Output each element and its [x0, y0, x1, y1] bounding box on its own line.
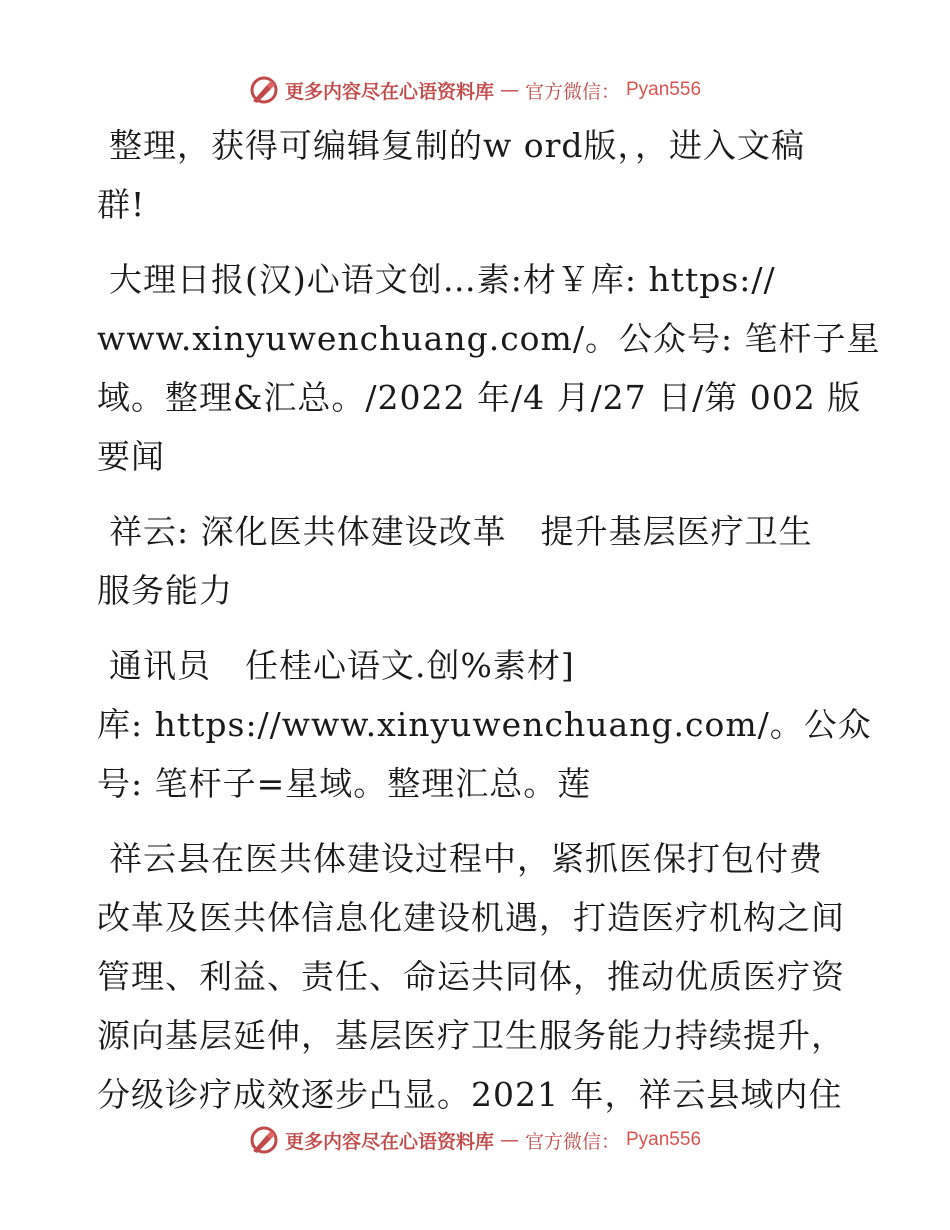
text-line: 源向基层延伸，基层医疗卫生服务能力持续提升， — [97, 1016, 845, 1055]
text-line: 整理，获得可编辑复制的w ord版，，进入文稿 — [109, 126, 806, 165]
banner-dash: — — [499, 79, 519, 101]
banner-wechat-id: Pyan556 — [626, 1129, 702, 1150]
text-line: 改革及医共体信息化建设机遇，打造医疗机构之间 — [97, 898, 845, 937]
paragraph-intro — [97, 116, 857, 234]
text-line: 祥云: 深化医共体建设改革 提升基层医疗卫生 — [109, 512, 813, 551]
banner-wechat-id: Pyan556 — [626, 79, 702, 100]
text-line: 管理、利益、责任、命运共同体，推动优质医疗资 — [97, 957, 845, 996]
text-line: 号: 笔杆子=星域。整理汇总。莲 — [97, 764, 592, 803]
pen-logo-icon — [249, 1125, 279, 1155]
text-line: 分级诊疗成效逐步凸显。2021 年，祥云县域内住 — [97, 1075, 843, 1114]
text-line: 通讯员 任桂心语文.创%素材] — [109, 646, 575, 685]
text-line: 要闻 — [97, 437, 165, 476]
text-line: 祥云县在医共体建设过程中，紧抓医保打包付费 — [109, 839, 823, 878]
document-body — [97, 116, 881, 1140]
text-line: 域。整理&汇总。/2022 年/4 月/27 日/第 002 版 — [97, 378, 862, 417]
footer-watermark — [0, 1120, 950, 1160]
text-line: 群! — [97, 185, 146, 224]
text-line: 库: https://www.xinyuwenchuang.com/。公众 — [97, 705, 872, 744]
banner-wechat-label: 官方微信： — [524, 1130, 620, 1153]
header-watermark — [0, 70, 950, 110]
banner-main-text: 更多内容尽在心语资料库 — [284, 80, 494, 103]
paragraph-headline — [97, 502, 857, 620]
text-line: www.xinyuwenchuang.com/。公众号: 笔杆子星 — [97, 319, 881, 358]
text-line: 服务能力 — [97, 571, 233, 610]
paragraph-byline — [97, 636, 872, 813]
text-line: 大理日报(汉)心语文创…素:材￥库: https:// — [109, 260, 776, 299]
paragraph-source — [97, 250, 881, 486]
pen-logo-icon — [249, 75, 279, 105]
banner-wechat-label: 官方微信： — [524, 80, 620, 103]
banner-main-text: 更多内容尽在心语资料库 — [284, 1130, 494, 1153]
paragraph-body — [97, 829, 857, 1124]
banner-dash: — — [499, 1129, 519, 1151]
